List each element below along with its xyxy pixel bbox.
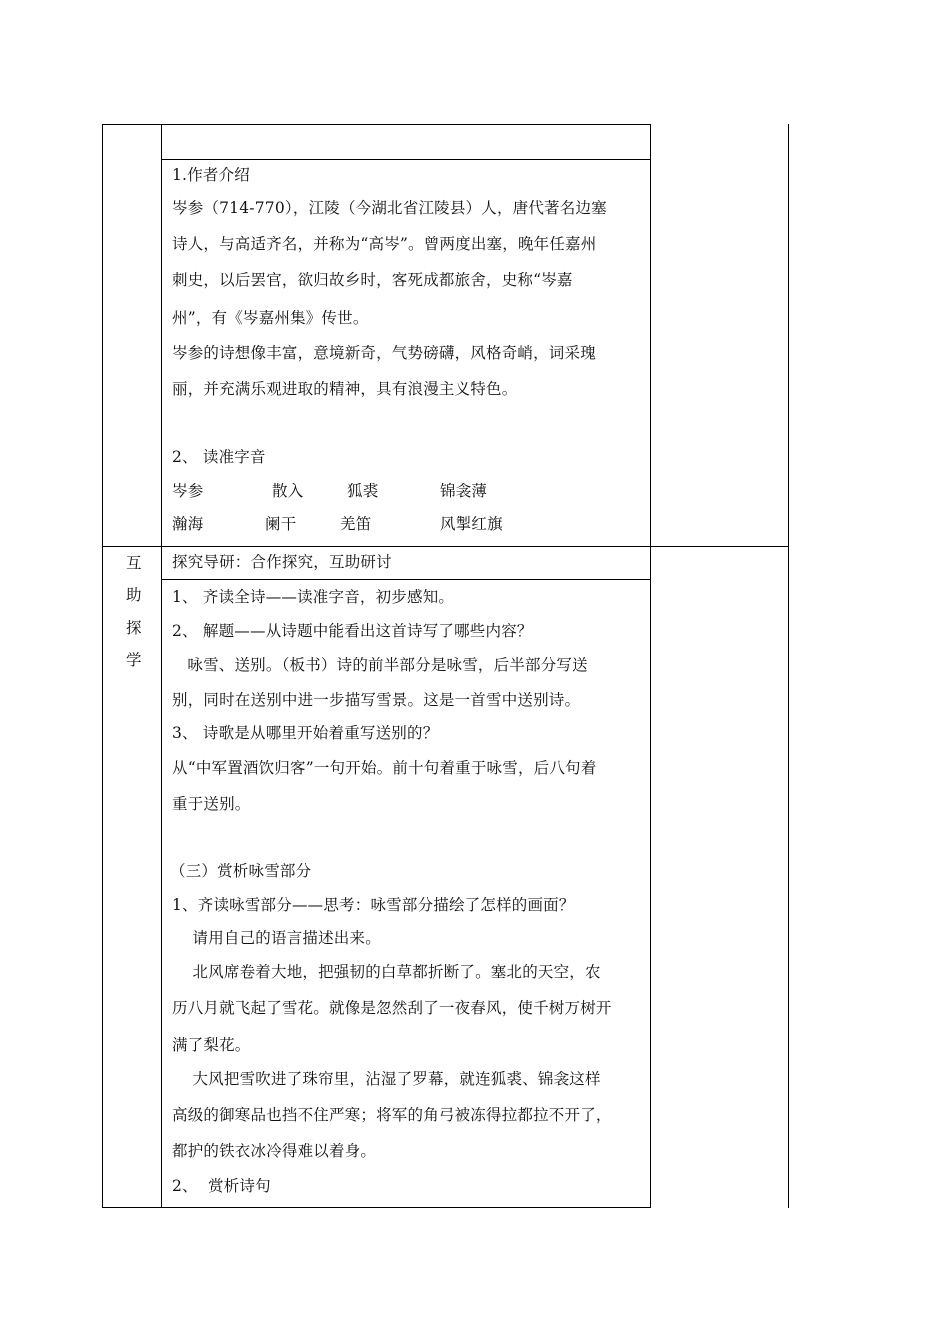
table-border-top (102, 124, 161, 125)
author-intro-heading: 1.作者介绍 (172, 166, 250, 184)
table-border-bottom (102, 1207, 651, 1208)
analysis-line: 高级的御寒品也挡不住严寒；将军的角弓被冻得拉都拉不开了， (172, 1106, 612, 1124)
analysis-line: 北风席卷着大地，把强韧的白草都折断了。塞北的天空，农 (172, 963, 601, 981)
analysis-line: 都护的铁衣冰冷得难以着身。 (172, 1142, 377, 1160)
inquiry-line: 2、 解题——从诗题中能看出这首诗写了哪些内容？ (172, 622, 533, 640)
pronunciation-word: 岑参 (172, 482, 204, 500)
author-bio-line: 岑参（714-770），江陵（今湖北省江陵县）人，唐代著名边塞 (172, 199, 607, 217)
pronunciation-word: 风掣红旗 (440, 515, 503, 533)
author-bio-line: 州”，有《岑嘉州集》传世。 (172, 309, 369, 327)
analysis-line: 2、 赏析诗句 (172, 1177, 271, 1195)
inquiry-line: 1、 齐读全诗——读准字音，初步感知。 (172, 588, 455, 606)
pronunciation-heading: 2、 读准字音 (172, 448, 266, 466)
section-label-char: 互 (126, 554, 142, 572)
pronunciation-word: 阑干 (265, 515, 297, 533)
table-border-left (102, 124, 103, 1208)
table-row-divider-2 (102, 546, 789, 547)
author-bio-line: 刺史，以后罢官，欲归故乡时，客死成都旅舍，史称“岑嘉 (172, 271, 573, 289)
author-bio-line: 诗人，与高适齐名，并称为“高岑”。曾两度出塞，晚年任嘉州 (172, 235, 597, 253)
section-label-char: 探 (126, 619, 142, 637)
analysis-subheading: （三）赏析咏雪部分 (170, 862, 312, 880)
poetry-style-line: 丽，并充满乐观进取的精神，具有浪漫主义特色。 (172, 380, 518, 398)
analysis-line: 大风把雪吹进了珠帘里，沾湿了罗幕，就连狐裘、锦衾这样 (172, 1070, 601, 1088)
table-border-right (788, 124, 789, 1208)
analysis-line: 满了梨花。 (172, 1036, 251, 1054)
table-row-top (161, 124, 651, 125)
section-label-char: 助 (126, 586, 142, 604)
pronunciation-word: 散入 (272, 482, 304, 500)
pronunciation-word: 狐裘 (347, 482, 379, 500)
inquiry-line: 3、 诗歌是从哪里开始着重写送别的？ (172, 724, 439, 742)
inquiry-line: 从“中军置酒饮归客”一句开始。前十句着重于咏雪，后八句着 (172, 759, 597, 777)
analysis-line: 1、齐读咏雪部分——思考：咏雪部分描绘了怎样的画面？ (172, 896, 575, 914)
table-divider-col2 (650, 124, 651, 1208)
poetry-style-line: 岑参的诗想像丰富，意境新奇，气势磅礴，风格奇峭，词采瑰 (172, 344, 596, 362)
inquiry-heading: 探究导研：合作探究，互助研讨 (172, 553, 392, 571)
pronunciation-word: 锦衾薄 (440, 482, 488, 500)
analysis-line: 请用自己的语言描述出来。 (172, 929, 381, 947)
analysis-line: 历八月就飞起了雪花。就像是忽然刮了一夜春风，使千树万树开 (172, 999, 612, 1017)
pronunciation-word: 羌笛 (340, 515, 372, 533)
table-divider-col1 (161, 124, 162, 1208)
section-label-char: 学 (126, 651, 142, 669)
table-row-divider-1 (161, 159, 651, 160)
pronunciation-word: 瀚海 (172, 515, 204, 533)
inquiry-line: 别，同时在送别中进一步描写雪景。这是一首雪中送别诗。 (172, 691, 581, 709)
inquiry-line: 重于送别。 (172, 795, 251, 813)
inquiry-line: 咏雪、送别。（板书）诗的前半部分是咏雪，后半部分写送 (172, 656, 588, 674)
table-row-divider-3 (161, 579, 651, 580)
